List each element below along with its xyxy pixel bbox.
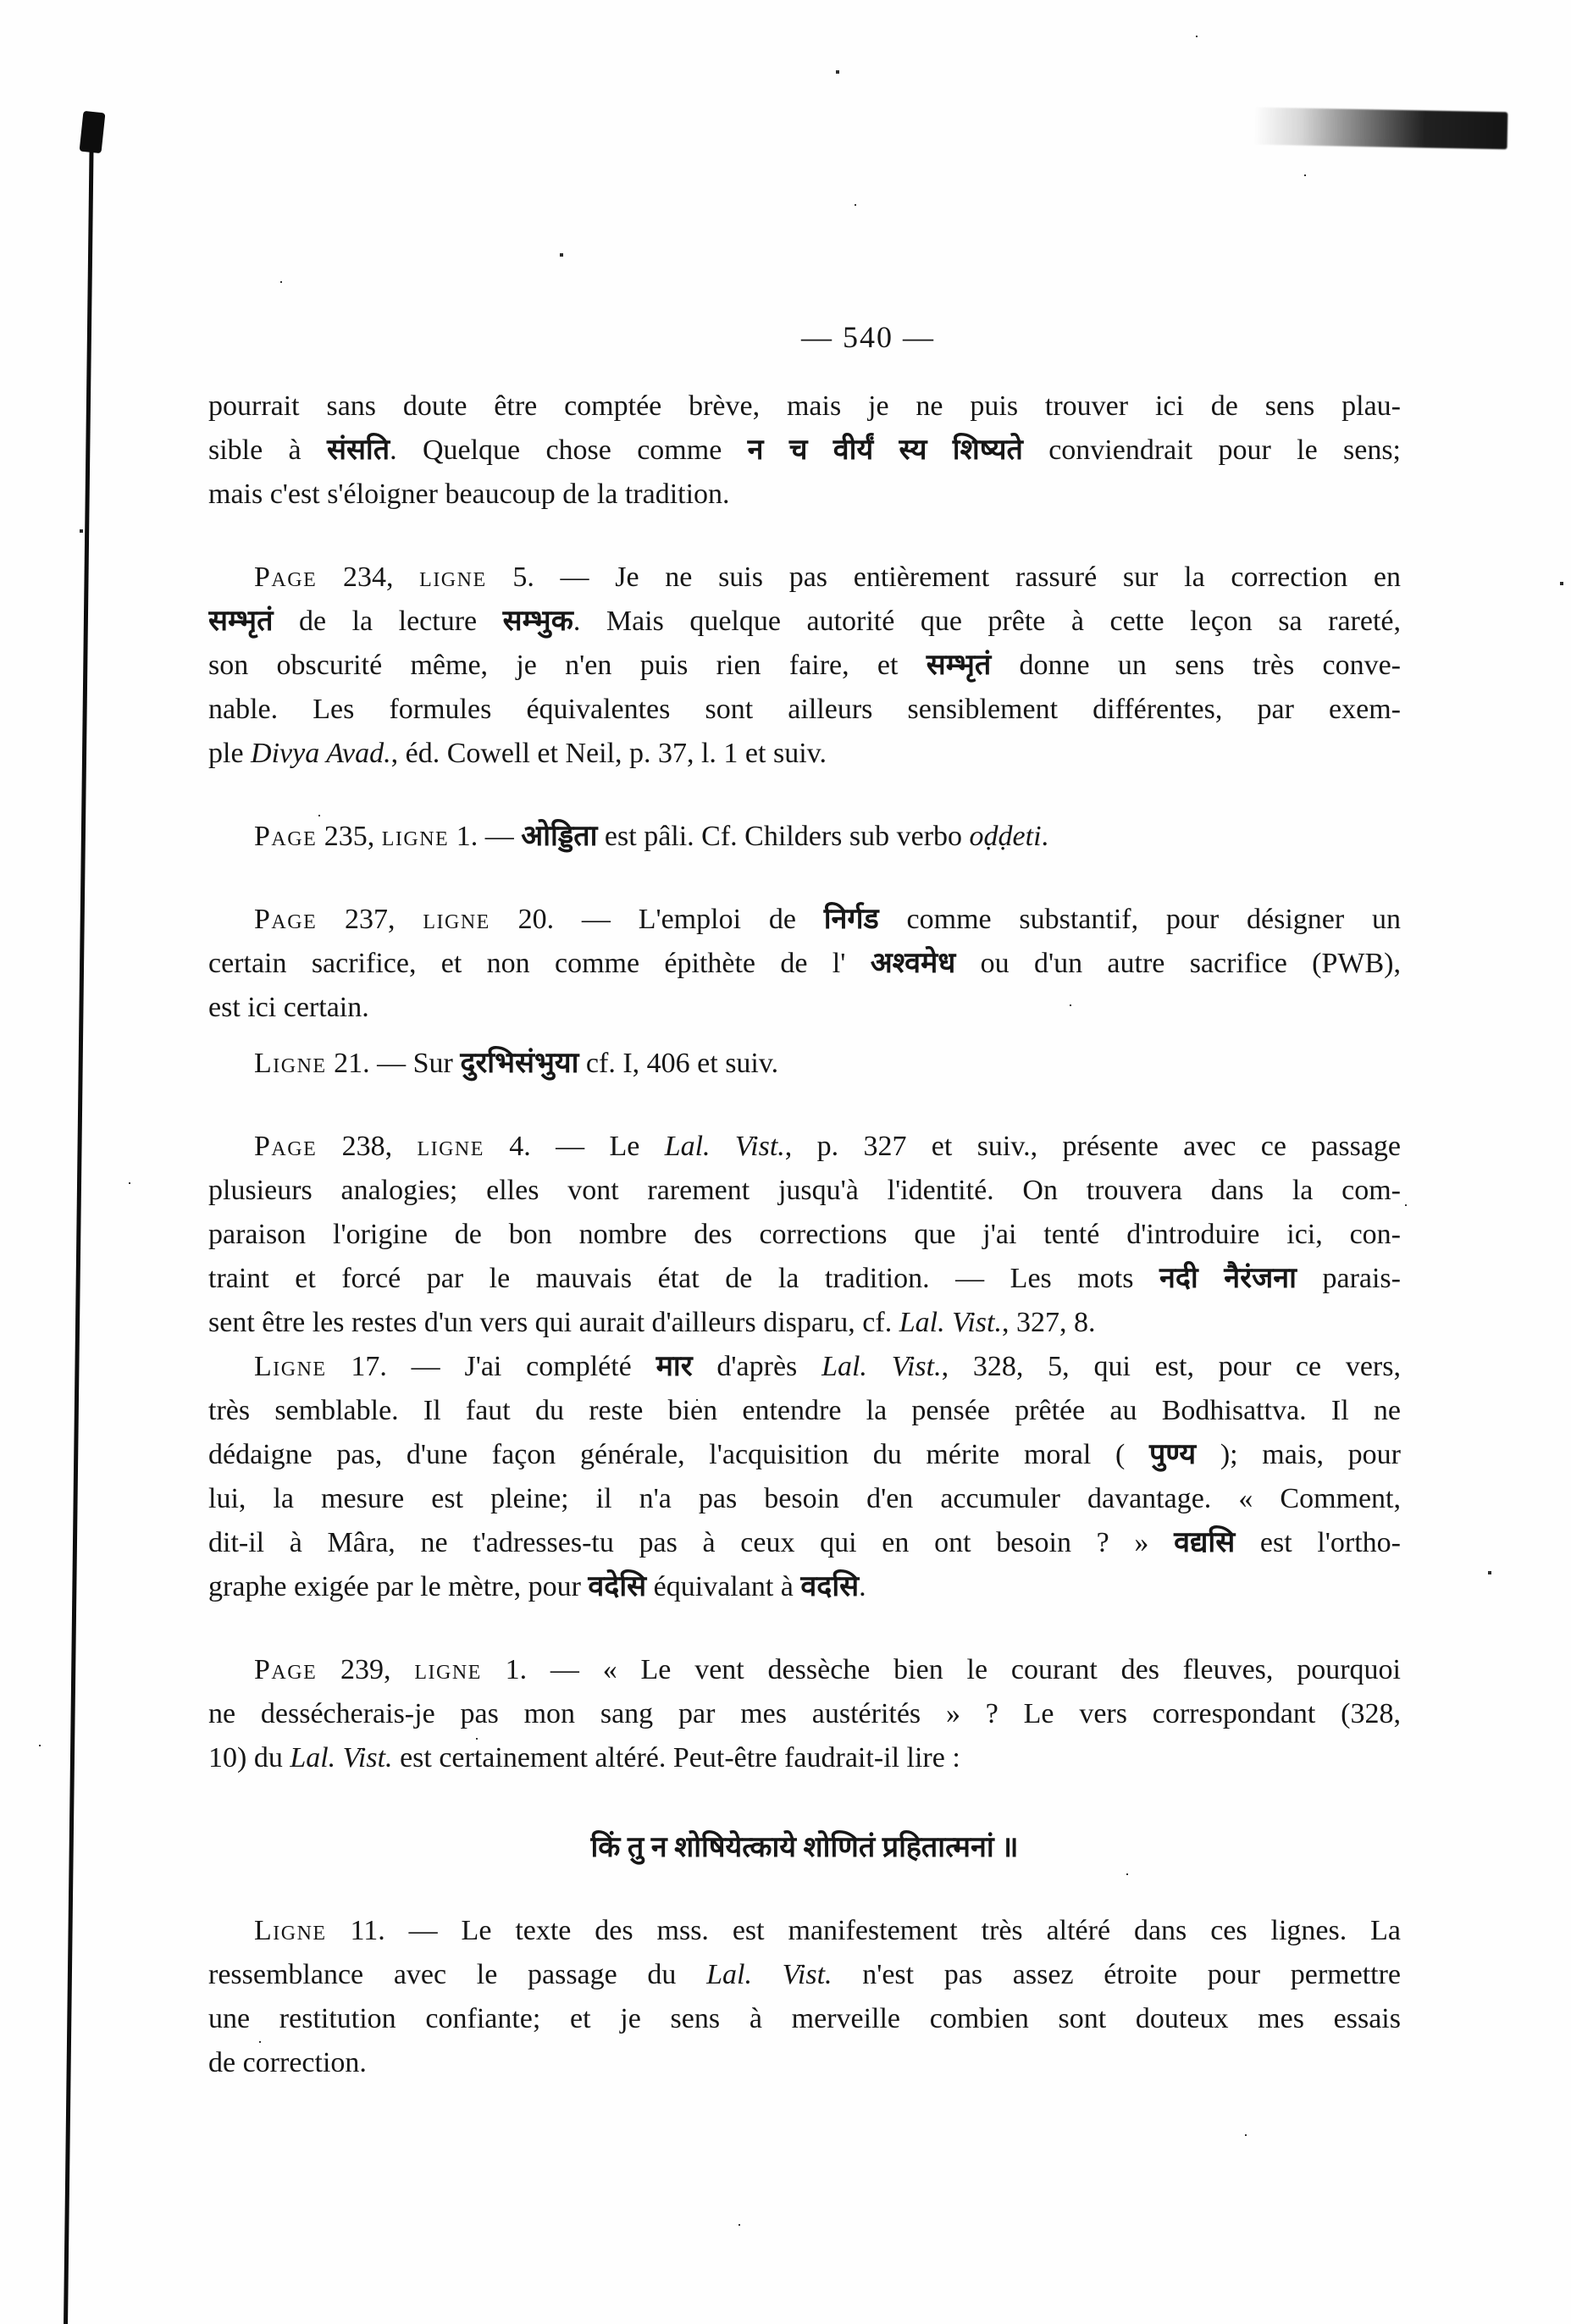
text-line bbox=[208, 600, 1401, 644]
text-blocks bbox=[208, 385, 1401, 2085]
text-run: n'est pas assez étroite pour permettre bbox=[832, 1959, 1401, 1990]
text-run: . bbox=[859, 1571, 866, 1602]
text-line bbox=[208, 429, 1401, 473]
text-run: 239, bbox=[317, 1654, 415, 1685]
page-number: — 540 — bbox=[801, 320, 935, 354]
text-run: 10) du bbox=[208, 1742, 290, 1773]
text-run: Page bbox=[254, 821, 318, 852]
text-run: , p. 327 et suiv., présente avec ce passage bbox=[784, 1131, 1401, 1162]
text-line bbox=[208, 1997, 1401, 2041]
text-run: donne un sens très conve- bbox=[991, 650, 1401, 681]
continuation-paragraph bbox=[208, 385, 1401, 517]
text-run: est certainement altéré. Peut-être faudrait-il lire : bbox=[392, 1742, 960, 1773]
text-run: 235, bbox=[317, 821, 382, 852]
text-run: 1. — bbox=[449, 821, 522, 852]
text-line bbox=[208, 898, 1401, 942]
text-run: Ligne bbox=[254, 1915, 327, 1946]
devanagari-text: सम्भृतं bbox=[208, 606, 274, 637]
text-run: plusieurs analogies; elles vont rarement jusqu'à l'identité. On trouvera dans la com- bbox=[208, 1175, 1401, 1206]
text-run: cf. I, 406 et suiv. bbox=[578, 1048, 779, 1079]
entry-ligne-17 bbox=[208, 1345, 1401, 1609]
text-run: Page bbox=[254, 904, 318, 935]
text-line bbox=[208, 1169, 1401, 1213]
text-run: nable. Les formules équivalentes sont ailleurs sensiblement différentes, par exem- bbox=[208, 694, 1401, 725]
devanagari-text: पुण्य bbox=[1148, 1439, 1197, 1470]
text-line bbox=[208, 1257, 1401, 1301]
text-line bbox=[208, 1565, 1401, 1609]
text-run: ne dessécherais-je pas mon sang par mes austérités » ? Le vers correspondant (328, bbox=[208, 1698, 1401, 1729]
devanagari-text: नदी नैरंजना bbox=[1159, 1263, 1297, 1294]
text-run: sible à bbox=[208, 434, 327, 466]
entry-page-234-ligne-5 bbox=[208, 556, 1401, 776]
entry-ligne-11 bbox=[208, 1909, 1401, 2085]
text-run: ligne bbox=[419, 562, 487, 593]
text-run: très semblable. Il faut du reste bien entendre la pensée prêtée au Bodhisattva. Il ne bbox=[208, 1395, 1401, 1426]
text-run: pourrait sans doute être comptée brève, mais je ne puis trouver ici de sens plau- bbox=[208, 390, 1401, 422]
text-column bbox=[208, 315, 1401, 2085]
text-line bbox=[208, 1389, 1401, 1433]
text-run: Page bbox=[254, 1654, 318, 1685]
text-run: 20. — L'emploi de bbox=[490, 904, 824, 935]
text-run: de correction. bbox=[208, 2047, 367, 2078]
text-run: Lal. Vist. bbox=[821, 1351, 942, 1382]
text-line bbox=[208, 1953, 1401, 1997]
text-run: est pâli. Cf. Childers sub verbo bbox=[597, 821, 970, 852]
devanagari-text: दुरभिसंभुया bbox=[460, 1048, 579, 1079]
text-line bbox=[208, 688, 1401, 732]
text-run: 5. — Je ne suis pas entièrement rassuré sur la correction en bbox=[486, 562, 1401, 593]
text-line bbox=[208, 1125, 1401, 1169]
text-line bbox=[208, 2041, 1401, 2085]
text-run: 17. — J'ai complété bbox=[326, 1351, 656, 1382]
text-line bbox=[208, 556, 1401, 600]
text-run: ressemblance avec le passage du bbox=[208, 1959, 707, 1990]
text-run: 21. — Sur bbox=[326, 1048, 461, 1079]
devanagari-verse-text: किं तु न शोषियेत्काये शोणितं प्रहितात्मनां ॥ bbox=[590, 1832, 1019, 1863]
text-line bbox=[208, 1648, 1401, 1692]
text-run: mais c'est s'éloigner beaucoup de la tradition. bbox=[208, 479, 730, 510]
text-run: une restitution confiante; et je sens à merveille combien sont douteux mes essais bbox=[208, 2003, 1401, 2034]
devanagari-text: ओड्डिता bbox=[521, 821, 598, 852]
text-run: parais- bbox=[1296, 1263, 1401, 1294]
scan-speckles bbox=[0, 0, 2, 2]
text-run: 238, bbox=[317, 1131, 418, 1162]
text-run: ou d'un autre sacrifice (PWB), bbox=[955, 948, 1401, 979]
scan-edge-line bbox=[64, 115, 94, 2324]
text-line bbox=[208, 1042, 1401, 1086]
devanagari-text: सम्भुक bbox=[502, 606, 573, 637]
text-run: est l'ortho- bbox=[1235, 1527, 1401, 1558]
text-run: dédaigne pas, d'une façon générale, l'acquisition du mérite moral ( bbox=[208, 1439, 1149, 1470]
entry-page-235-ligne-1 bbox=[208, 815, 1401, 859]
text-run: . bbox=[1041, 821, 1049, 852]
text-run: Lal. Vist. bbox=[899, 1307, 1002, 1338]
text-line bbox=[208, 1213, 1401, 1257]
devanagari-text: निर्गड bbox=[823, 904, 879, 935]
text-line bbox=[208, 942, 1401, 986]
scan-smudge bbox=[1213, 107, 1508, 150]
sanskrit-verse bbox=[208, 1826, 1401, 1870]
text-run: Page bbox=[254, 1131, 318, 1162]
text-line bbox=[208, 1477, 1401, 1521]
text-line bbox=[208, 1909, 1401, 1953]
text-run: certain sacrifice, et non comme épithète de l' bbox=[208, 948, 871, 979]
text-run: de la lecture bbox=[273, 606, 503, 637]
devanagari-text: अश्वमेध bbox=[870, 948, 956, 979]
text-run: ligne bbox=[414, 1654, 482, 1685]
scan-edge-blob bbox=[80, 111, 106, 153]
text-line bbox=[208, 1692, 1401, 1736]
entry-ligne-21 bbox=[208, 1042, 1401, 1086]
text-run: . Mais quelque autorité que prête à cette leçon sa rareté, bbox=[573, 606, 1401, 637]
text-run: équivalant à bbox=[646, 1571, 801, 1602]
text-run: ligne bbox=[423, 904, 490, 935]
text-run: 1. — « Le vent dessèche bien le courant des fleuves, pourquoi bbox=[481, 1654, 1401, 1685]
text-run: paraison l'origine de bon nombre des corrections que j'ai tenté d'introduire ici, con- bbox=[208, 1219, 1401, 1250]
text-run: lui, la mesure est pleine; il n'a pas besoin d'en accumuler davantage. « Comment, bbox=[208, 1483, 1401, 1514]
text-run: traint et forcé par le mauvais état de la tradition. — Les mots bbox=[208, 1263, 1159, 1294]
text-run: 4. — Le bbox=[484, 1131, 665, 1162]
devanagari-text: वदेसि bbox=[588, 1571, 647, 1602]
text-line bbox=[208, 1301, 1401, 1345]
text-run: Lal. Vist. bbox=[290, 1742, 393, 1773]
devanagari-text: वद्यसि bbox=[1174, 1527, 1236, 1558]
text-line bbox=[208, 385, 1401, 429]
entry-page-238-ligne-4 bbox=[208, 1125, 1401, 1345]
text-run: est ici certain. bbox=[208, 992, 369, 1023]
text-line bbox=[208, 644, 1401, 688]
text-line bbox=[208, 1433, 1401, 1477]
text-run: 234, bbox=[317, 562, 420, 593]
text-run: Divya Avad. bbox=[251, 738, 391, 769]
text-run: . Quelque chose comme bbox=[390, 434, 748, 466]
text-run: 237, bbox=[317, 904, 423, 935]
text-run: , 327, 8. bbox=[1001, 1307, 1096, 1338]
text-run: conviendrait pour le sens; bbox=[1022, 434, 1401, 466]
devanagari-text: मार bbox=[656, 1351, 693, 1382]
text-line bbox=[208, 1345, 1401, 1389]
text-run: , 328, 5, qui est, pour ce vers, bbox=[941, 1351, 1401, 1382]
text-run: 11. — Le texte des mss. est manifestement très altéré dans ces lignes. La bbox=[326, 1915, 1401, 1946]
text-run: comme substantif, pour désigner un bbox=[878, 904, 1401, 935]
text-run: son obscurité même, je n'en puis rien faire, et bbox=[208, 650, 927, 681]
text-run: Lal. Vist. bbox=[706, 1959, 833, 1990]
text-run: ple bbox=[208, 738, 252, 769]
devanagari-text: वदसि bbox=[800, 1571, 860, 1602]
text-run: d'après bbox=[692, 1351, 822, 1382]
text-line bbox=[208, 986, 1401, 1030]
entry-page-239-ligne-1 bbox=[208, 1648, 1401, 1780]
text-line bbox=[208, 732, 1401, 776]
text-run: Page bbox=[254, 562, 318, 593]
text-run: ligne bbox=[417, 1131, 484, 1162]
text-run: Ligne bbox=[254, 1351, 327, 1382]
devanagari-text: न च वीर्यं स्य शिष्यते bbox=[747, 434, 1023, 466]
text-run: Lal. Vist. bbox=[664, 1131, 785, 1162]
text-run: oḍḍeti bbox=[969, 821, 1042, 852]
text-line bbox=[208, 1521, 1401, 1565]
devanagari-text: सम्भृतं bbox=[926, 650, 992, 681]
text-run: , éd. Cowell et Neil, p. 37, l. 1 et suiv. bbox=[390, 738, 827, 769]
text-run: Ligne bbox=[254, 1048, 327, 1079]
text-run: dit-il à Mâra, ne t'adresses-tu pas à ceux qui en ont besoin ? » bbox=[208, 1527, 1175, 1558]
entry-page-237-ligne-20 bbox=[208, 898, 1401, 1030]
text-run: ); mais, pour bbox=[1196, 1439, 1401, 1470]
text-run: graphe exigée par le mètre, pour bbox=[208, 1571, 589, 1602]
text-run: ligne bbox=[381, 821, 450, 852]
text-line bbox=[208, 1736, 1401, 1780]
devanagari-text: संसति bbox=[326, 434, 390, 466]
text-line bbox=[208, 473, 1401, 517]
text-line bbox=[208, 815, 1401, 859]
text-run: sent être les restes d'un vers qui aurait d'ailleurs disparu, cf. bbox=[208, 1307, 899, 1338]
